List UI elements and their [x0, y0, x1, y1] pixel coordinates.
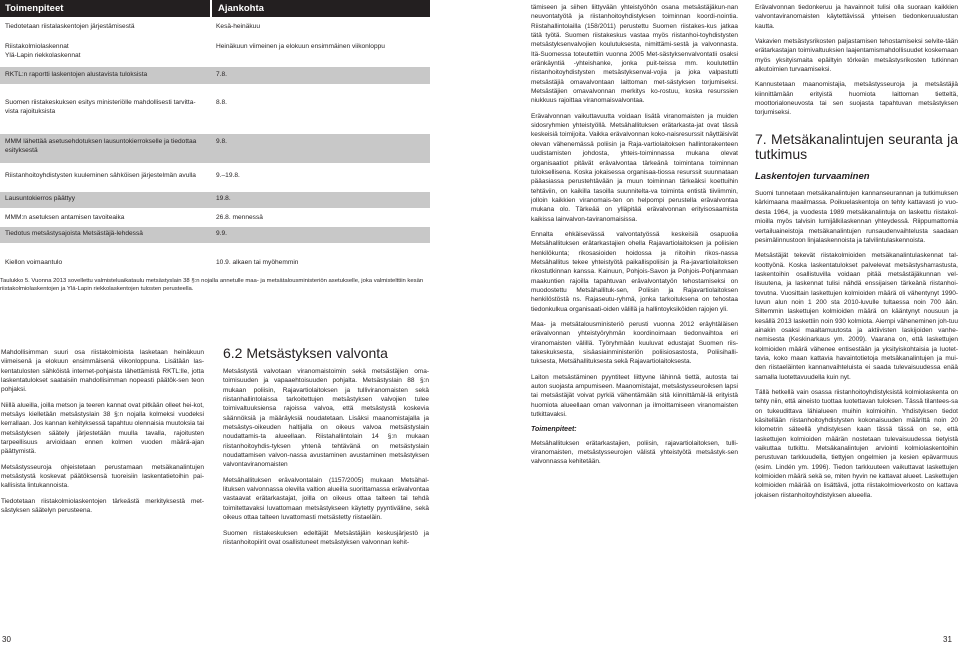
- paragraph: Suomen riistakeskuksen edeltäjät Metsästäjäin keskusjärjestö ja riistanhoitopiirit ovat osallistuneet metsästyksen valvonnan kehit-: [223, 529, 429, 546]
- table-row: [0, 258, 430, 270]
- paragraph: Mahdollisimman suuri osa riistakolmioista lasketaan heinäkuun viimeisenä ja elokuun ensimmäisenä viikonloppuna. Lisätään las-kentatulosten sähköistä internet-pohjaista lähettämistä RKTL:lle, jotta laskentatulokset saataisiin mahdollisimman nopeasti päätök-sen teon pohjaksi.: [1, 349, 204, 394]
- page-number-right: 31: [943, 635, 952, 644]
- paragraph: Suomi tunnetaan metsäkanalintujen kannanseurannan ja tutkimuksen kärkimaana maailmassa. Poikuelaskentoja on tehty kattavasti jo vuo-desta 1964, ja vuodesta 1989 metsäkanalintuja on laskettu riistakol-mioilla myös talvisin lumijälkilaskennan yhteydessä. Riippumattomia vertailuaineistoja metsäkanalintujen runsaudenvaihtelusta saadaan pesimälinnustoon linjalaskennoista ja talvilintulaskennoista.: [755, 190, 958, 244]
- paragraph: Niillä alueilla, joilla metson ja teeren kannat ovat pitkään olleet hei-kot, metsäys kielletään metsästyslain 38 §:n nojalla kolmeksi vuodeksi kerrallaan. Jos kannan kehityksessä tapahtuu olennaisia muutoksia tai metsästyksen säätely järjestetään muulla tavalla, rajoitusten tarpeellisuus arvioidaan ennen kolmen vuoden määrä-ajan päättymistä.: [1, 401, 204, 456]
- paragraph: Metsästysseuroja ohjeistetaan perustamaan metsäkanalintujen metsästystä koskevat päätöksensä tuoreisiin laskentatietoihin pai-kallisista lintukannoista.: [1, 463, 204, 490]
- table-cell-measure: Riistakolmiolaskennat Ylä-Lapin riekkolaskennat: [5, 43, 81, 59]
- paragraph: Laiton metsästäminen pyyntiteet liittyvne lähinnä tiettä, autosta tai auton suojasta ampumiseen. Maanomistajat, metsästysseuroiksen lapsi tai metsästäjät voivat pyrkiä vähentämään sitä kiinnittämäl-lä erityistä huomiota alueellaan oman valvonnan ja ilmoittamiseen viranomaisten tutkittavaksi.: [531, 373, 738, 419]
- paragraph: Erävalvonnan tiedonkeruu ja havainnoit tulisi olla suoraan kaikkien valvontaviranomaisten käytettävissä yhteisen tiedonkeruualustan kautta.: [755, 4, 958, 30]
- table-cell-timing: 19.8.: [216, 195, 231, 202]
- left-page-column-2: [223, 346, 429, 553]
- paragraph: Metsähallituksen erävalvontalain (1157/2005) mukaan Metsähal-lituksen valvonnassa olevilla valtion alueilla suorittamassa erävalvontaa vastaavat erätarkastajat, joilla on oikeus ottaa talteen tai tehdä toimitettavaksi luvattomaan metsästykseen käytetty pyyntiväline, sekä oikeus ottaa talteen luvattomasti metsästetty riistaeläin.: [223, 476, 429, 522]
- right-page-column-1: [531, 3, 738, 473]
- table-cell-measure: MMM:n asetuksen antamisen tavoiteaika: [5, 214, 125, 221]
- table-cell-timing: 7.8.: [216, 71, 227, 78]
- right-page-column-2: [755, 3, 958, 506]
- paragraph: Metsähallituksen erätarkastajien, poliisin, rajavartiolaitoksen, tulli-viranomaisten, metsästysseurojen välistä yhteistyötä metsästyk-sen valvonnassa kehitetään.: [531, 439, 738, 466]
- table-cell-timing: 9.8.: [216, 138, 227, 145]
- table-row: [0, 227, 430, 243]
- measures-subheading: Toimenpiteet:: [531, 426, 577, 434]
- table-cell-measure: RKTL:n raportti laskentojen alustavista tuloksista: [5, 71, 148, 78]
- subsection-heading: Laskentojen turvaaminen: [755, 170, 870, 182]
- paragraph: Metsästystä valvotaan viranomaistoimin sekä metsästäjien oma-toimisuuden ja vapaaehtoisuuden pohjalta. Metsästyslain 88 §:n mukaan poliisin, Rajavartiolaitoksen ja tulliviranomaisten sekä riistanhallintolaissa tarkoitettujen metsästyksen valvojien tulee toimivaltuuksiensa rajoissa valvoa, että metsästystä koskevia säännöksiä ja määräyksiä noudatetaan. Lisäksi maanomistajalla ja metsästys-oikeuden haltijalla on oikeus valvoa metsästyslain noudattamis-ta alueellaan. Riistahallintolain 14 §:n mukaan riistanhoitoyhdis-tyksen yhtenä tehtävänä on metsästyslain noudattamisen valvon-nassa avustaminen avustaminen metsästyksen valvontaviranomaisten: [223, 368, 429, 469]
- paragraph: tämiseen ja siihen liittyvään yhteistyöhön osana metsästäjäkun-nan neuvontatyötä ja riistanhoitoyhdistyksen toiminnan koordi-nointia. Riistahallintolailla (158/2011) perustettu Suomen riistakes-kus jatkaa tätä työtä. Suomen riistakeskus vastaa myös riistanhoi-toyhdistysten metsästyksenvalvojien koulutuksesta, nimittämi-sestä ja valvonnasta. Itä-Suomessa toteutettiin vuonna 2005 Met-sästyksenvalvontatii osaksi eränkäyntiä -yhteishanke, jonka puit-teissa mm. koulutettiin riistanhoitoyhdistysten metsästyksenval-vojia ja joka valpastutti metsästäjiä omavalvontaan laittoman met-sästyksen torjumiseksi. Metsästäjien omavalvonnan merkitys ko-rostuu, koska resurssien niukkuus rajoittaa viranomaisvalvontaa.: [531, 4, 738, 105]
- paragraph: Erävalvonnan vaikuttavuutta voidaan lisätä viranomaisten ja muiden sidosryhmien yhteistyöllä. Metsähallituksen erätarkasta-jat ovat tässä keskeisiä toimijoita. Vaikka erävalvonnan koko-naisresurssit näyttäisivät olevan vähenemässä poliisin ja Raja-vartiolaitoksen hallintorakenteen uudistamisten johdosta, yhteis-toiminnassa mukana olevat organisaatiot pitävät erävalvontaa tärkeänä toimintana toiminnan tuloksellisena. Koska jokaisessa organisaa-tiossa resurssit suunnataan pääasiassa perustehtävään ja muun toiminnan tärkeäksi koettuihin tehtäviin, on kaikilla tasoilla suunnitelta-va toiminta entistä tiiviimmin, jolloin kaikkien viranomais-ten on helpompi perustella erävalvontaa mukana olo. Tärkeää on ylläpitää erävalvonnan erityisosaamista kaikissa lainvalvon-taviranomaisissa.: [531, 112, 738, 223]
- table-row: [0, 134, 430, 163]
- table-row: [0, 67, 430, 84]
- table-cell-measure: Tiedotetaan riistalaskentojen järjestämisestä: [5, 23, 135, 30]
- table-cell-measure: Tiedotus metsästysajoista Metsästäjä-lehdessä: [5, 230, 143, 237]
- section-heading: 6.2 Metsästyksen valvonta: [223, 345, 388, 361]
- table-cell-timing: 26.8. mennessä: [216, 214, 263, 221]
- table-row: [0, 98, 430, 120]
- section-heading: 7. Metsäkanalintujen seuranta ja tutkimus: [755, 130, 958, 162]
- table-cell-timing: Heinäkuun viimeinen ja elokuun ensimmäinen viikonloppu: [216, 43, 385, 50]
- table-row: [0, 22, 430, 34]
- table-cell-measure: Suomen riistakeskuksen esitys ministeriölle mahdollisesti tarvitta- vista rajoituksista: [5, 99, 196, 115]
- table-row: [0, 42, 430, 64]
- table-cell-timing: Kesä-heinäkuu: [216, 23, 260, 30]
- paragraph: Vakavien metsästysrikosten paljastamisen tehostamiseksi selvite-tään erätarkastajan toimivaltuuksien laajentamismahdollisuudet koskemaan myös yksityismaita epäiltyin törkeän metsästysrikosten tutkinnan alkutoimien turvaamiseksi.: [755, 38, 958, 74]
- table-header-timing: Ajankohta: [212, 0, 430, 17]
- table-cell-timing: 8.8.: [216, 99, 227, 106]
- table-caption: Taulukko 5. Vuonna 2013 sovellettu valmisteluaikataulu metsästyslain 38 §:n nojalla annetulle maa- ja metsätalousministeriön asetukselle, joka valmistelttiin kesän riistakolmiolaskentojen ja Ylä-Lapin riekkolaskentojen tulosten perusteella.: [0, 278, 424, 292]
- table-cell-measure: Lausuntokierros päättyy: [5, 195, 76, 202]
- table-cell-timing: 9.9.: [216, 230, 227, 237]
- paragraph: Maa- ja metsätalousministeriö perusti vuonna 2012 eräyhtäläisen erävalvonnan yhteistyöryhmän koordinoimaan tiedonvaihtoa eri viranomaisten välillä. Työryhmään kuuluvat edustajat Suomen riis-takeskuksesta, sisäasiainministeriön poliisiosastosta, Poliisihalli-tuksesta, Metsähallituksesta sekä Rajavartiolaitoksesta.: [531, 321, 738, 366]
- table-cell-measure: Riistanhoitoyhdistysten kuuleminen sähköisen järjestelmän avulla: [5, 172, 196, 179]
- table-row: [0, 213, 430, 225]
- table-cell-measure: Kiellon voimaantulo: [5, 259, 63, 266]
- left-page-column-1: [1, 348, 204, 522]
- page-number-left: 30: [2, 635, 11, 644]
- table-cell-measure: MMM lähettää asetusehdotuksen lausuntokierrokselle ja tiedottaa esityksestä: [5, 138, 197, 154]
- table-row: [0, 192, 430, 208]
- table-row: [0, 171, 430, 183]
- paragraph: Tiedotetaan riistakolmiolaskentojen tärkeästä merkityksestä met-sästyksen säätelyn perusteena.: [1, 497, 204, 515]
- paragraph: Tällä hetkellä vain osassa riistanhoitoyhdistyksistä kolmiolaskenta on tehty niin, että aineisto tuottaa luotettavan tuloksen. Tässä tilantees-sa on tukeudittava lähialueen muihin kolmioihin. Yhdistyksen tiedot käsitellään riistanhoitoyhdistysten kokonaisuuden määrittä noin 20 kilometrin säteellä yhdistyksen kaan tässä tässä on se, että laskettujen kolmioiden määrän nostetaan tulevaisuudessa tietyistä vaikuttaa tutkittu. Metsäkanalintujen arviointi kolmiolaskentoihin perustuvan tarkkuudella, tiettyjen ongelmien ja kesien epävarmuus (esim. Lindén ym. 1996). Tiedon tarkkuuteen vaikuttavat laskettujen kolmioiden määrä sekä se, miten hyvin ne kattavat alueet. Laskettujen kolmioiden määrää on lisättävä, jotta riistakolmioverkosto on kattava jokaisen riistanhoitoyhdistyksen alueella.: [755, 389, 958, 499]
- paragraph: Ennalta ehkäisevässä valvontatyössä keskeisiä osapuolia Metsähallituksen erätarkastajien ohella Rajavartiolaitoksen ja poliisien henkilökunta; rikosasioiden hoidossa ja riitoihin rikos-nassa Metsähallitus tekee yhteistyötä paikallispoliisin ja Ra-javartiolaitoksen rikostutkinnan kanssa. Kainuun, Pohjois-Savon ja Pohjois-Pohjanmaan maakuntien rajoilla tapahtuvan erävalvontatyön tehostamiseksi on muodostettu Metsähallituk-sen, Poliisin ja Rajavartiolaitoksen henkilöstöstä ns. Rajaseutu-ryhmä, jonka tarkoituksena on tehostaa tiedonkulkua organisaati-oiden välillä ja hallintoyksiköiden rajojen yli.: [531, 230, 738, 313]
- paragraph: Metsästäjät tekevät riistakolmioiden metsäkanalintulaskennat tal-koottyönä. Koska laskentatulokset palvelevat metsästysharrastusta, laskentoihin osallistuvilla voidaan pitää metsästäjäkunnan vel-lisuutena, ja laskennat tulisi nähdä enssijaisen tärkeänä riistanhoi-tovutna. Vuosittain laskettujen kolmioiden määrä oli vähentynyt 1990-luvun alun noin 1 200 sta 2010-luvulle tultaessa noin 700 ään. Siltemmin laskettujen kolmioiden määrä on kääntynyt nousuun ja kesällä 2013 laskettiin noin 930 kolmiota. Aiempi väheneminen joh-tuu ainakin osaksi maaltamuutosta ja aktiivisten laskijoiden vanhe-nemisesta (Keskinarkaus ym. 2009). Vaarana on, että laskettujen kolmioiden määrä vähenee entisestään ja yksityiskohtaisia ja luotet-tavia, koko maan kattavia havaintotietoja metsäkanalintujen ja mui-den riistaeläinten kannanvaihteluista ei saada tulevaisuudessa enää samalla luotettavuudella kuin nyt.: [755, 252, 958, 381]
- table-cell-timing: 10.9. alkaen tai myöhemmin: [216, 259, 299, 266]
- table-header-measures: Toimenpiteet: [0, 0, 210, 17]
- table-cell-timing: 9.–19.8.: [216, 172, 240, 179]
- paragraph: Kannustetaan maanomistajia, metsästysseuroja ja metsästäjiä kiinnittämään erityistä huomiota laittoman tietteltä, moottorialoneuvosta tai sen suojasta tapahtuvan metsästyksen torjumiseksi.: [755, 81, 958, 117]
